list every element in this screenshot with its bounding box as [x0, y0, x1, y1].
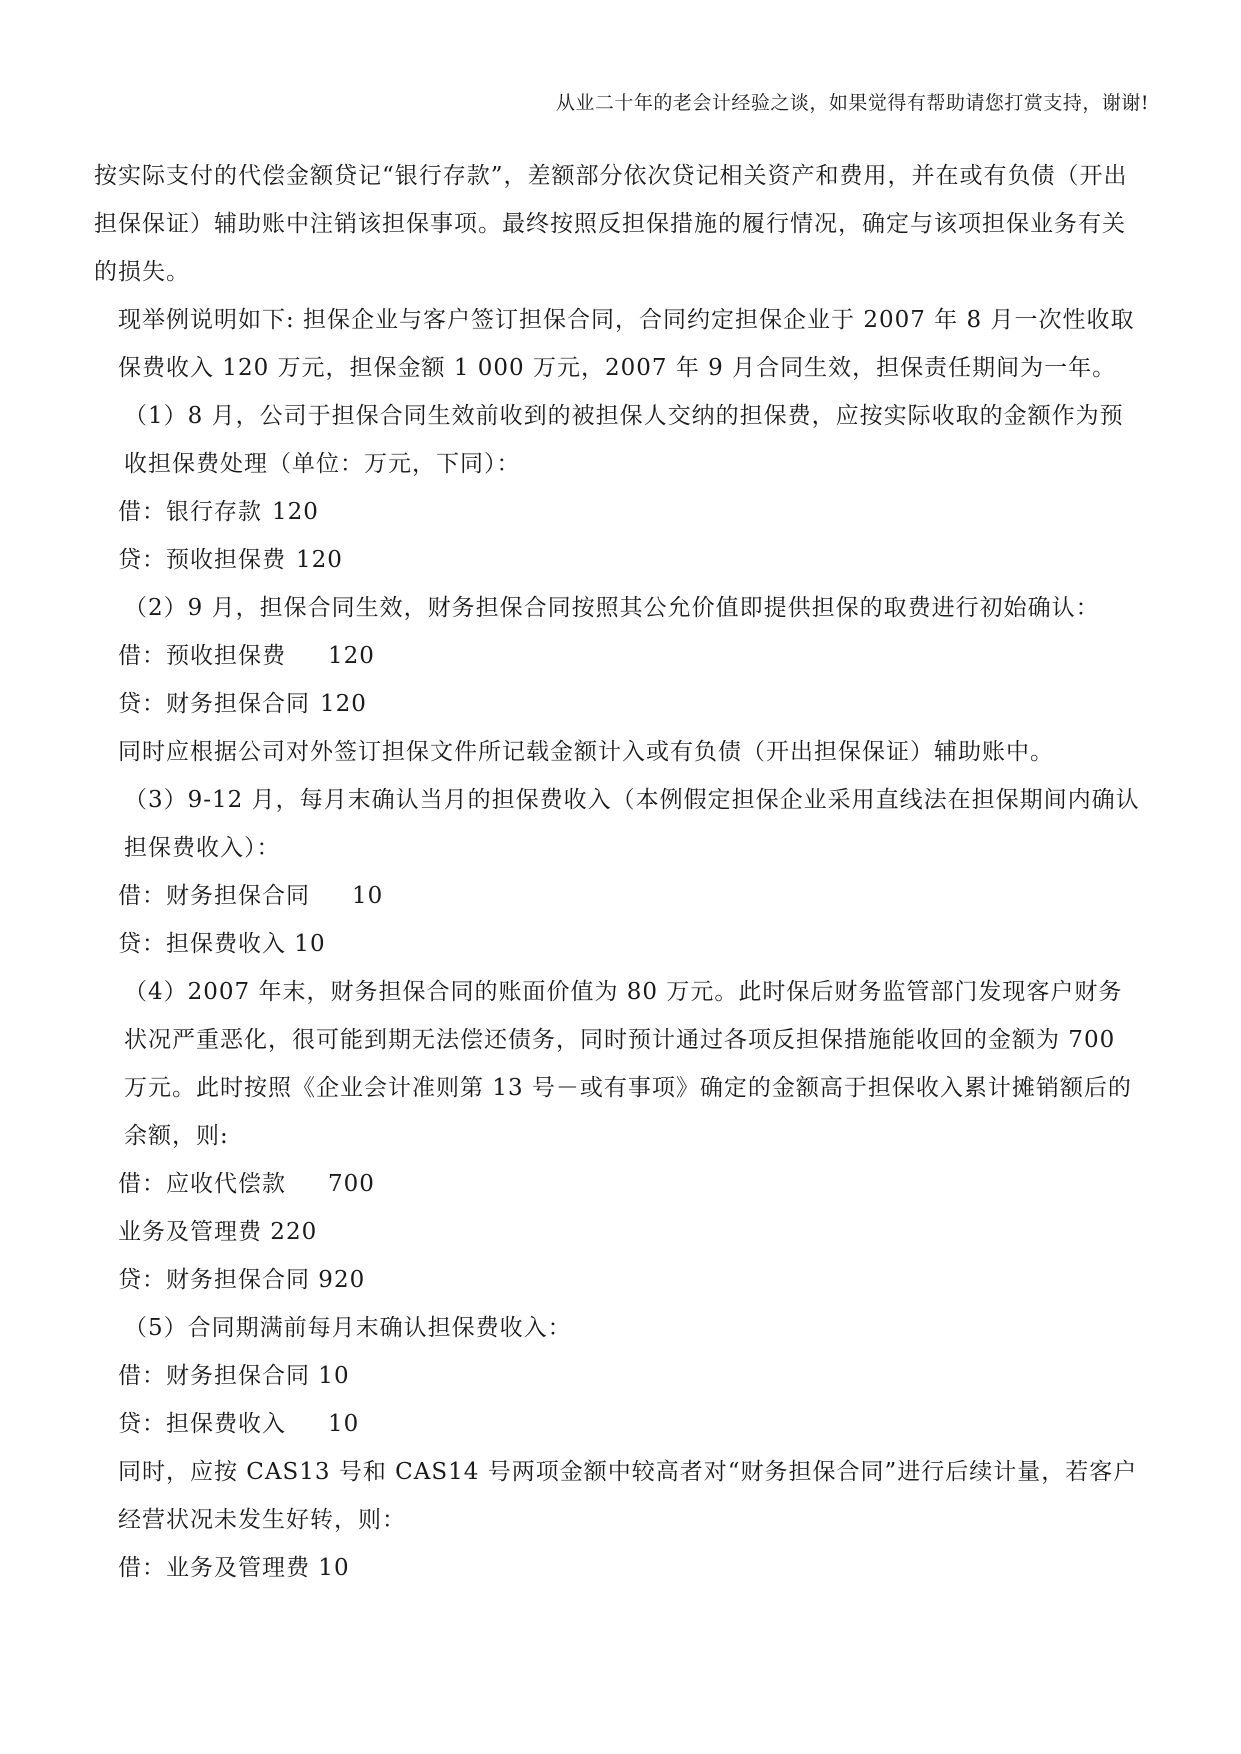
paragraph-2: 现举例说明如下: 担保企业与客户签订担保合同，合同约定担保企业于 2007 年 8 月一次性收取保费收入 120 万元，担保金额 1 000 万元，2007 年 9 月合同生效，担保责任期间为一年。: [118, 307, 1135, 381]
paragraph-5: 同时应根据公司对外签订担保文件所记载金额计入或有负债（开出担保保证）辅助账中。: [118, 739, 1054, 765]
entry-2-credit-label: 贷：财务担保合同: [118, 691, 310, 717]
paragraph-1: 按实际支付的代偿金额贷记“银行存款”，差额部分依次贷记相关资产和费用，并在或有负债（开出担保保证）辅助账中注销该担保事项。最终按照反担保措施的履行情况，确定与该项担保业务有关的损失。: [94, 163, 1128, 285]
paragraph-9: 同时，应按 CAS13 号和 CAS14 号两项金额中较高者对“财务担保合同”进行后续计量，若客户经营状况未发生好转，则：: [118, 1459, 1138, 1533]
paragraph-6: （3）9-12 月，每月末确认当月的担保费收入（本例假定担保企业采用直线法在担保期间内确认担保费收入）：: [124, 787, 1140, 861]
entry-3-debit-label: 借：财务担保合同: [118, 883, 310, 909]
entry-4-debit-amount: 700: [328, 1171, 375, 1197]
entry-4-line-2: 业务及管理费 220: [118, 1219, 318, 1245]
entry-5-credit: [94, 1400, 1144, 1448]
entry-1-credit-amount: 120: [296, 547, 343, 573]
entry-3-debit: [94, 872, 1144, 920]
entry-3-debit-amount: 10: [352, 883, 384, 909]
entry-2-debit: [94, 632, 1144, 680]
entry-1-debit-label: 借：银行存款: [118, 499, 262, 525]
entry-2-credit: [94, 680, 1144, 728]
paragraph-4: （2）9 月，担保合同生效，财务担保合同按照其公允价值即提供担保的取费进行初始确认：: [124, 595, 1100, 621]
entry-4-debit-label: 借：应收代偿款: [118, 1171, 286, 1197]
entry-4-credit: 贷：财务担保合同 920: [118, 1267, 366, 1293]
entry-3-credit: 贷：担保费收入 10: [118, 931, 326, 957]
paragraph-7: （4）2007 年末，财务担保合同的账面价值为 80 万元。此时保后财务监管部门发现客户财务状况严重恶化，很可能到期无法偿还债务，同时预计通过各项反担保措施能收回的金额为 700 万元。此时按照《企业会计准则第 13 号－或有事项》确定的金额高于担保收入累计摊销额后的余额，则:: [124, 979, 1132, 1149]
entry-5-credit-amount: 10: [328, 1411, 360, 1437]
entry-1-credit-label: 贷：预收担保费: [118, 547, 286, 573]
entry-1-debit: [94, 488, 1144, 536]
entry-2-debit-amount: 120: [328, 643, 375, 669]
entry-1-credit: [94, 536, 1144, 584]
entry-4-debit: [94, 1160, 1144, 1208]
entry-5-credit-label: 贷：担保费收入: [118, 1411, 286, 1437]
entry-2-debit-label: 借：预收担保费: [118, 643, 286, 669]
entry-5-debit: 借：财务担保合同 10: [118, 1363, 350, 1389]
paragraph-8: （5）合同期满前每月末确认担保费收入：: [124, 1315, 572, 1341]
entry-6-debit: 借：业务及管理费 10: [118, 1555, 350, 1581]
paragraph-3: （1）8 月，公司于担保合同生效前收到的被担保人交纳的担保费，应按实际收取的金额作为预收担保费处理（单位：万元，下同）：: [124, 403, 1124, 477]
header-note: 从业二十年的老会计经验之谈，如果觉得有帮助请您打赏支持，谢谢!: [555, 92, 1149, 114]
entry-1-debit-amount: 120: [272, 499, 319, 525]
entry-2-credit-amount: 120: [320, 691, 367, 717]
document-body: [94, 152, 1144, 1592]
